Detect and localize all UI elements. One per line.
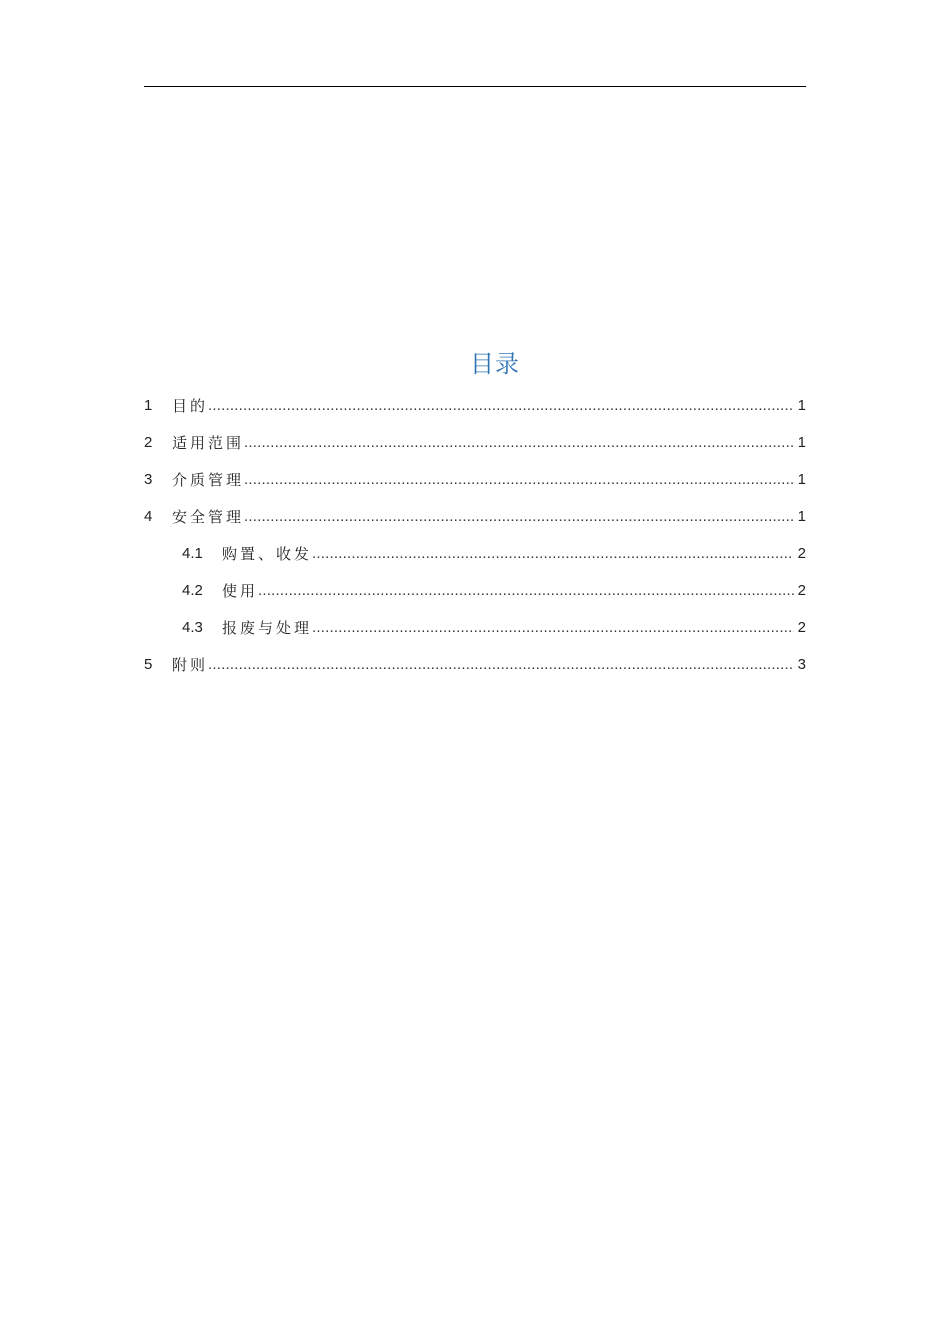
toc-entry-page: 2 xyxy=(797,581,806,599)
toc-dot-leader xyxy=(312,618,794,638)
toc-entry-number: 4.3 xyxy=(182,618,203,636)
toc-entry-title: 使用 xyxy=(222,581,259,600)
toc-dot-leader xyxy=(208,396,794,416)
toc-entry-title: 目的 xyxy=(172,396,209,415)
toc-subentry[interactable] xyxy=(144,572,806,609)
toc-entry[interactable] xyxy=(144,387,806,424)
toc-entry-page: 1 xyxy=(797,507,806,525)
toc-entry-title: 安全管理 xyxy=(172,507,245,526)
toc-title: 目录 xyxy=(470,350,520,378)
toc-dot-leader xyxy=(312,544,794,564)
toc-entry-title: 附则 xyxy=(172,655,209,674)
toc-entry-page: 1 xyxy=(797,470,806,488)
toc-dot-leader xyxy=(244,470,794,490)
table-of-contents xyxy=(144,387,806,683)
toc-entry[interactable] xyxy=(144,646,806,683)
toc-entry-page: 3 xyxy=(797,655,806,673)
toc-entry-page: 2 xyxy=(797,544,806,562)
header-rule xyxy=(144,86,806,87)
toc-entry-number: 3 xyxy=(144,470,153,488)
toc-entry[interactable] xyxy=(144,498,806,535)
toc-entry[interactable] xyxy=(144,424,806,461)
toc-entry-title: 报废与处理 xyxy=(222,618,313,637)
toc-entry[interactable] xyxy=(144,461,806,498)
toc-entry-number: 5 xyxy=(144,655,153,673)
toc-entry-title: 适用范围 xyxy=(172,433,245,452)
toc-entry-page: 2 xyxy=(797,618,806,636)
toc-entry-number: 2 xyxy=(144,433,153,451)
toc-entry-number: 4.1 xyxy=(182,544,203,562)
toc-entry-number: 1 xyxy=(144,396,153,414)
toc-entry-number: 4 xyxy=(144,507,153,525)
toc-dot-leader xyxy=(208,655,794,675)
toc-dot-leader xyxy=(244,507,794,527)
toc-entry-page: 1 xyxy=(797,396,806,414)
toc-dot-leader xyxy=(244,433,794,453)
toc-subentry[interactable] xyxy=(144,609,806,646)
toc-entry-title: 介质管理 xyxy=(172,470,245,489)
toc-entry-page: 1 xyxy=(797,433,806,451)
toc-entry-title: 购置、收发 xyxy=(222,544,313,563)
toc-subentry[interactable] xyxy=(144,535,806,572)
toc-entry-number: 4.2 xyxy=(182,581,203,599)
toc-dot-leader xyxy=(258,581,794,601)
